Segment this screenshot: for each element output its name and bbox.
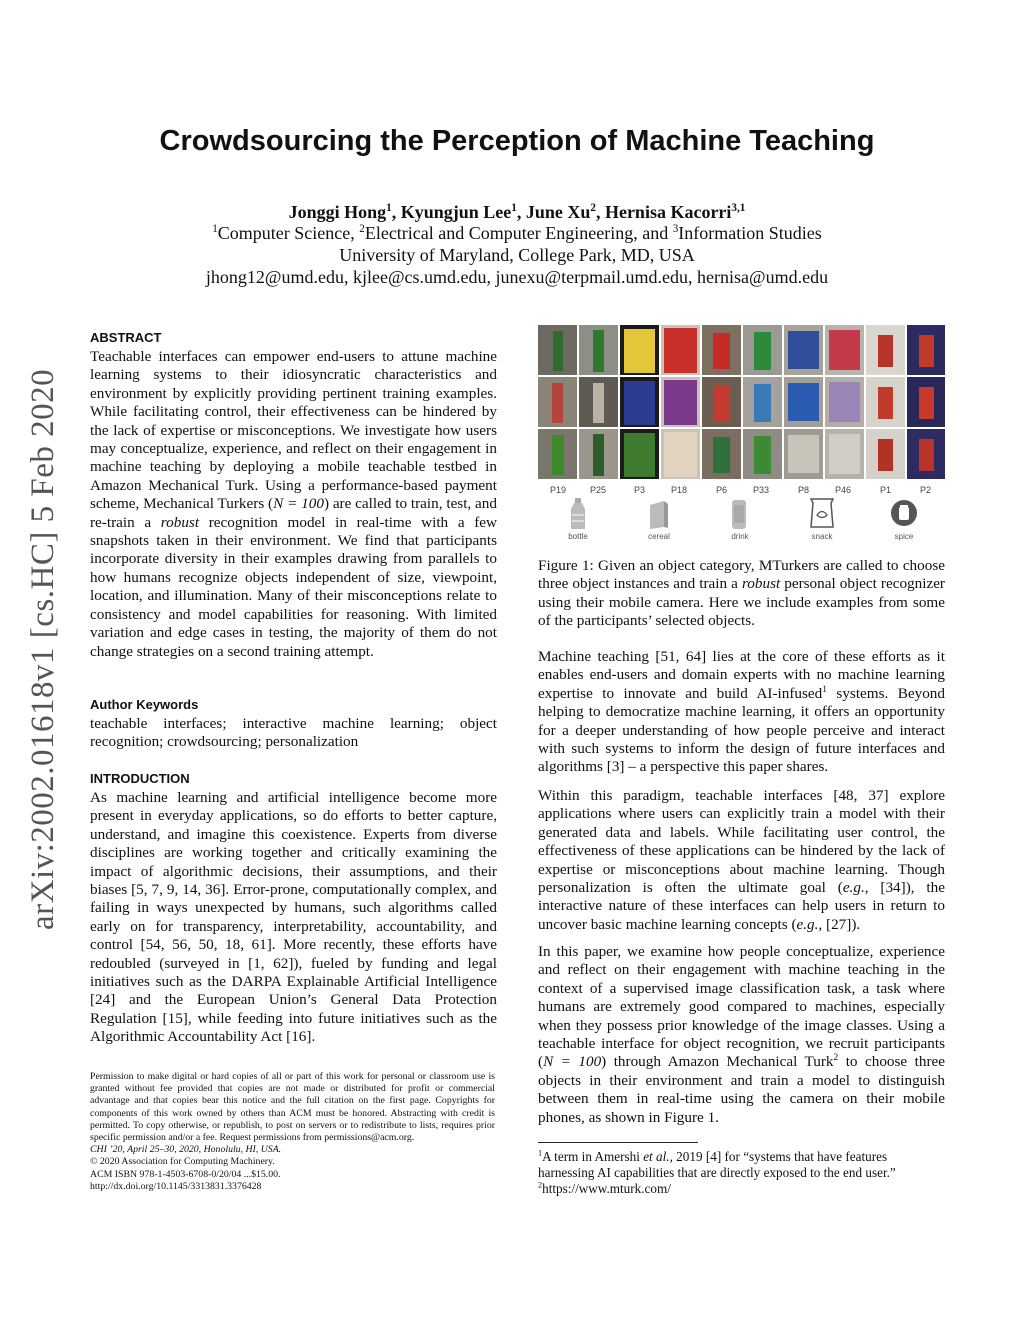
category-label: bottle	[568, 532, 588, 541]
category-label: spice	[894, 532, 914, 541]
mturk-link[interactable]: https://www.mturk.com/	[542, 1181, 671, 1196]
abstract-heading: ABSTRACT	[90, 330, 162, 345]
author-name: June Xu	[525, 202, 591, 222]
permission-text: Permission to make digital or hard copies of all or part of this work for personal or classroom use is granted without fee provided that copies are not made or distributed for profit or commercial advantage and that copies bear this notice and the full citation on the first page. Copyrights for components of this work owned by others than ACM must be honored. Abstracting with credit is permitted. To copy otherwise, or republish, to post on servers or to redistribute to lists, requires prior specific permission and/or a fee. Request permissions from permissions@acm.org.	[90, 1071, 495, 1144]
participant-label: P18	[671, 485, 688, 495]
author-list: Jonggi Hong$^1$, Kyungjun Lee$^1$, June Xu$^2$, Hernisa Kacorri$^{3,1}$	[288, 202, 746, 222]
drink-can-icon	[730, 497, 748, 531]
paragraph: Within this paradigm, teachable interfaces [48, 37] explore applications where users can explicitly train a model with their generated data and labels. While facilitating user control, the effectiveness of these applications can be hindered by the lack of expertise or misconceptions about machine learning. Though personalization is often the ultimate goal (e.g., [34]), the interactive nature of these interfaces can help users in return to uncover basic machine learning concepts (e.g., [27]).	[538, 787, 945, 933]
participant-label: P46	[835, 485, 852, 495]
category-label: drink	[731, 532, 749, 541]
participant-label: P2	[920, 485, 932, 495]
category-label: cereal	[648, 532, 670, 541]
keywords-heading: Author Keywords	[90, 697, 199, 712]
participant-label: P6	[716, 485, 728, 495]
cereal-box-icon	[648, 499, 670, 531]
university-line: University of Maryland, College Park, MD, USA	[339, 245, 695, 265]
affiliation-line: $^1$Computer Science, $^2$Electrical and Computer Engineering, and $^3$Information Studies	[212, 223, 822, 243]
snack-bag-icon	[808, 497, 836, 531]
figure-1	[538, 325, 945, 545]
paragraph: Machine teaching [51, 64] lies at the core of these efforts as it enables end-users and domain experts with no machine learning expertise to innovate and build AI-infused$^1$ systems. Beyond helping to democratize machine learning, it offers an opportunity for a deeper understanding of how people perceive and interact with such systems to inform the design of future interfaces and algorithms [3] – a perspective this paper shares.	[538, 648, 945, 776]
footnote-2: $^2$https://www.mturk.com/	[538, 1180, 671, 1196]
spice-jar-icon	[890, 499, 918, 527]
category-label: snack	[811, 532, 833, 541]
participant-label: P19	[550, 485, 567, 495]
participant-label: P33	[753, 485, 770, 495]
participant-label: P25	[590, 485, 607, 495]
abstract-text: Teachable interfaces can empower end-users to attune machine learning systems to their idiosyncratic characteristics and environment by explicitly providing pertinent training examples. While facilitating control, their effectiveness can be hindered by the lack of expertise or misconceptions. We investigate how users may conceptualize, experience, and reflect on their engagement in machine teaching by deploying a mobile teachable testbed in Amazon Mechanical Turk. Using a performance-based payment scheme, Mechanical Turkers (N = 100) are called to train, test, and re-train a robust recognition model in real-time with a few snapshots taken in their environment. We find that participants incorporate diversity in their examples drawing from parallels to how humans recognize objects independent of size, viewpoint, location, and illumination. Many of their misconceptions relate to consistency and model capabilities for reasoning. With limited variation and edge cases in testing, the majority of them do not change strategies on a second training attempt.	[90, 348, 497, 660]
author-name: Jonggi Hong	[288, 202, 387, 222]
participant-label: P8	[798, 485, 810, 495]
isbn-line: ACM ISBN 978-1-4503-6708-0/20/04 ...$15.00.	[90, 1168, 281, 1180]
arxiv-identifier: arXiv:2002.01618v1 [cs.HC] 5 Feb 2020	[25, 368, 61, 930]
footnote-1: $^1$A term in Amershi et al., 2019 [4] for “systems that have features harnessing AI capabilities that are directly exposed to the end user.”	[538, 1148, 896, 1180]
author-name: Hernisa Kacorri	[604, 202, 732, 222]
paper-title: Crowdsourcing the Perception of Machine Teaching	[159, 125, 875, 157]
copyright-line: © 2020 Association for Computing Machinery.	[90, 1156, 275, 1168]
participant-label: P1	[880, 485, 892, 495]
permission-block	[90, 1071, 495, 1193]
keywords-text: teachable interfaces; interactive machine learning; object recognition; crowdsourcing; personalization	[90, 715, 497, 751]
doi-link[interactable]: http://dx.doi.org/10.1145/3313831.3376428	[90, 1180, 262, 1192]
introduction-heading: INTRODUCTION	[90, 771, 190, 786]
author-emails: jhong12@umd.edu, kjlee@cs.umd.edu, junexu@terpmail.umd.edu, hernisa@umd.edu	[205, 267, 829, 287]
conference-line: CHI ’20, April 25–30, 2020, Honolulu, HI, USA.	[90, 1144, 282, 1156]
paragraph: In this paper, we examine how people conceptualize, experience and reflect on their engagement with machine teaching in the context of a supervised image classification task, a task where humans are extremely good compared to machines, especially when they possess prior knowledge of the image classes. Using a teachable interface for object recognition, we recruit participants (N = 100) through Amazon Mechanical Turk$^2$ to choose three objects in their environment and train a model to distinguish between them in real-time using the camera on their mobile phones, as shown in Figure 1.	[538, 943, 945, 1126]
object-photos	[538, 325, 945, 479]
footnote-rule	[538, 1142, 698, 1143]
introduction-text: As machine learning and artificial intelligence become more present in everyday applications, so do efforts to better capture, understand, and imagine this coexistence. Experts from diverse disciplines are working together and critically examining the impact of algorithmic decisions, their assumptions, and their biases [5, 7, 9, 14, 36]. Error-prone, computationally complex, and failing in ways unexpected by humans, such algorithms called early on for transparency, interpretability, accountability, and control [54, 56, 50, 18, 61]. More recently, these efforts have redoubled (surveyed in [1, 62]), fueled by funding and legal initiatives such as the DARPA Explainable Artificial Intelligence [24] and the European Union’s General Data Protection Regulation [15], while feeding into future initiatives such as the Algorithmic Accountability Act [16].	[90, 789, 497, 1046]
figure-caption: Figure 1: Given an object category, MTurkers are called to choose three object instances and train a robust personal object recognizer using their mobile camera. Here we include examples from some of the participants’ selected objects.	[538, 557, 945, 630]
participant-label: P3	[634, 485, 646, 495]
bottle-icon	[568, 497, 588, 531]
author-name: Kyungjun Lee	[400, 202, 512, 222]
